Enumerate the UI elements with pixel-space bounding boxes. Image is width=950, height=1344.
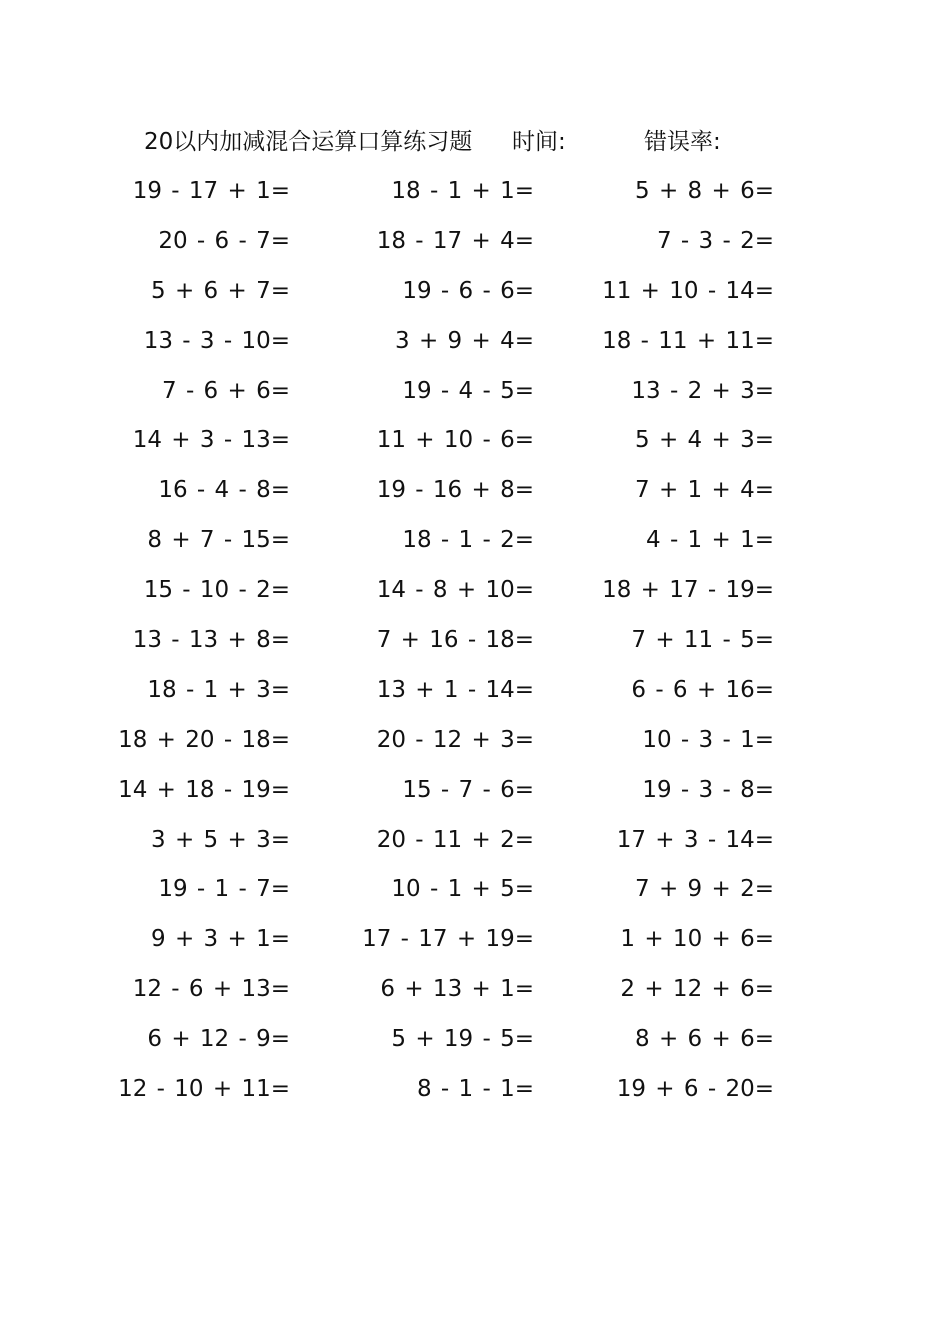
math-problem: 8 + 6 + 6= — [635, 1026, 774, 1053]
math-problem: 7 - 3 - 2= — [656, 227, 774, 254]
math-problem: 19 - 3 - 8= — [642, 776, 774, 803]
math-problem: 4 - 1 + 1= — [646, 527, 774, 554]
math-problem: 11 + 10 - 14= — [602, 277, 774, 304]
math-problem: 12 - 10 + 11= — [118, 1076, 290, 1103]
math-problem: 8 - 1 - 1= — [416, 1076, 534, 1103]
math-problem: 7 + 9 + 2= — [635, 876, 774, 903]
math-problem: 18 - 1 + 3= — [147, 676, 290, 703]
math-problem: 19 - 17 + 1= — [132, 178, 290, 204]
math-problem: 7 - 6 + 6= — [162, 377, 290, 404]
math-problem: 6 + 13 + 1= — [380, 976, 534, 1003]
problem-row — [0, 222, 950, 272]
math-problem: 5 + 19 - 5= — [391, 1026, 534, 1053]
math-problem: 18 + 20 - 18= — [118, 726, 290, 753]
math-problem: 15 - 7 - 6= — [402, 776, 534, 803]
math-problem: 13 - 2 + 3= — [631, 377, 774, 404]
math-problem: 7 + 11 - 5= — [631, 627, 774, 654]
math-problem: 5 + 4 + 3= — [635, 427, 774, 454]
math-problem: 11 + 10 - 6= — [376, 427, 534, 454]
problem-row — [0, 172, 950, 222]
problem-row — [0, 421, 950, 471]
math-problem: 7 + 1 + 4= — [635, 477, 774, 504]
problem-row — [0, 621, 950, 671]
math-problem: 19 + 6 - 20= — [616, 1076, 774, 1103]
math-problem: 19 - 16 + 8= — [376, 477, 534, 504]
math-problem: 18 - 1 + 1= — [391, 178, 534, 204]
math-problem: 5 + 8 + 6= — [635, 178, 774, 204]
math-problem: 3 + 5 + 3= — [151, 826, 290, 853]
math-problem: 6 + 12 - 9= — [147, 1026, 290, 1053]
problem-row — [0, 821, 950, 871]
problem-row — [0, 471, 950, 521]
problem-grid — [0, 172, 950, 1120]
math-problem: 14 + 3 - 13= — [132, 427, 290, 454]
math-problem: 20 - 6 - 7= — [158, 227, 290, 254]
math-problem: 2 + 12 + 6= — [620, 976, 774, 1003]
math-problem: 18 - 1 - 2= — [402, 527, 534, 554]
problem-row — [0, 970, 950, 1020]
math-problem: 19 - 6 - 6= — [402, 277, 534, 304]
math-problem: 1 + 10 + 6= — [620, 926, 774, 953]
problem-row — [0, 372, 950, 422]
math-problem: 19 - 1 - 7= — [158, 876, 290, 903]
math-problem: 14 + 18 - 19= — [118, 776, 290, 803]
problem-row — [0, 1070, 950, 1120]
problem-row — [0, 671, 950, 721]
problem-row — [0, 870, 950, 920]
math-problem: 9 + 3 + 1= — [151, 926, 290, 953]
math-problem: 15 - 10 - 2= — [143, 577, 290, 604]
time-label: 时间: — [512, 129, 566, 155]
math-problem: 14 - 8 + 10= — [376, 577, 534, 604]
math-problem: 5 + 6 + 7= — [151, 277, 290, 304]
math-problem: 3 + 9 + 4= — [395, 327, 534, 354]
math-problem: 7 + 16 - 18= — [376, 627, 534, 654]
math-problem: 17 - 17 + 19= — [362, 926, 534, 953]
worksheet-title: 20以内加减混合运算口算练习题 — [144, 129, 473, 155]
math-problem: 18 - 17 + 4= — [376, 227, 534, 254]
problem-row — [0, 721, 950, 771]
math-problem: 18 + 17 - 19= — [602, 577, 774, 604]
problem-row — [0, 771, 950, 821]
math-problem: 6 - 6 + 16= — [631, 676, 774, 703]
math-problem: 13 - 13 + 8= — [132, 627, 290, 654]
problem-row — [0, 920, 950, 970]
math-problem: 20 - 11 + 2= — [376, 826, 534, 853]
problem-row — [0, 1020, 950, 1070]
math-problem: 12 - 6 + 13= — [132, 976, 290, 1003]
math-problem: 19 - 4 - 5= — [402, 377, 534, 404]
math-problem: 8 + 7 - 15= — [147, 527, 290, 554]
problem-row — [0, 521, 950, 571]
math-problem: 16 - 4 - 8= — [158, 477, 290, 504]
math-problem: 17 + 3 - 14= — [616, 826, 774, 853]
math-problem: 13 + 1 - 14= — [376, 676, 534, 703]
problem-row — [0, 272, 950, 322]
math-problem: 10 - 1 + 5= — [391, 876, 534, 903]
math-problem: 20 - 12 + 3= — [376, 726, 534, 753]
math-problem: 18 - 11 + 11= — [602, 327, 774, 354]
problem-row — [0, 322, 950, 372]
math-problem: 13 - 3 - 10= — [143, 327, 290, 354]
problem-row — [0, 571, 950, 621]
worksheet-header — [144, 124, 784, 160]
math-problem: 10 - 3 - 1= — [642, 726, 774, 753]
error-rate-label: 错误率: — [644, 129, 721, 155]
